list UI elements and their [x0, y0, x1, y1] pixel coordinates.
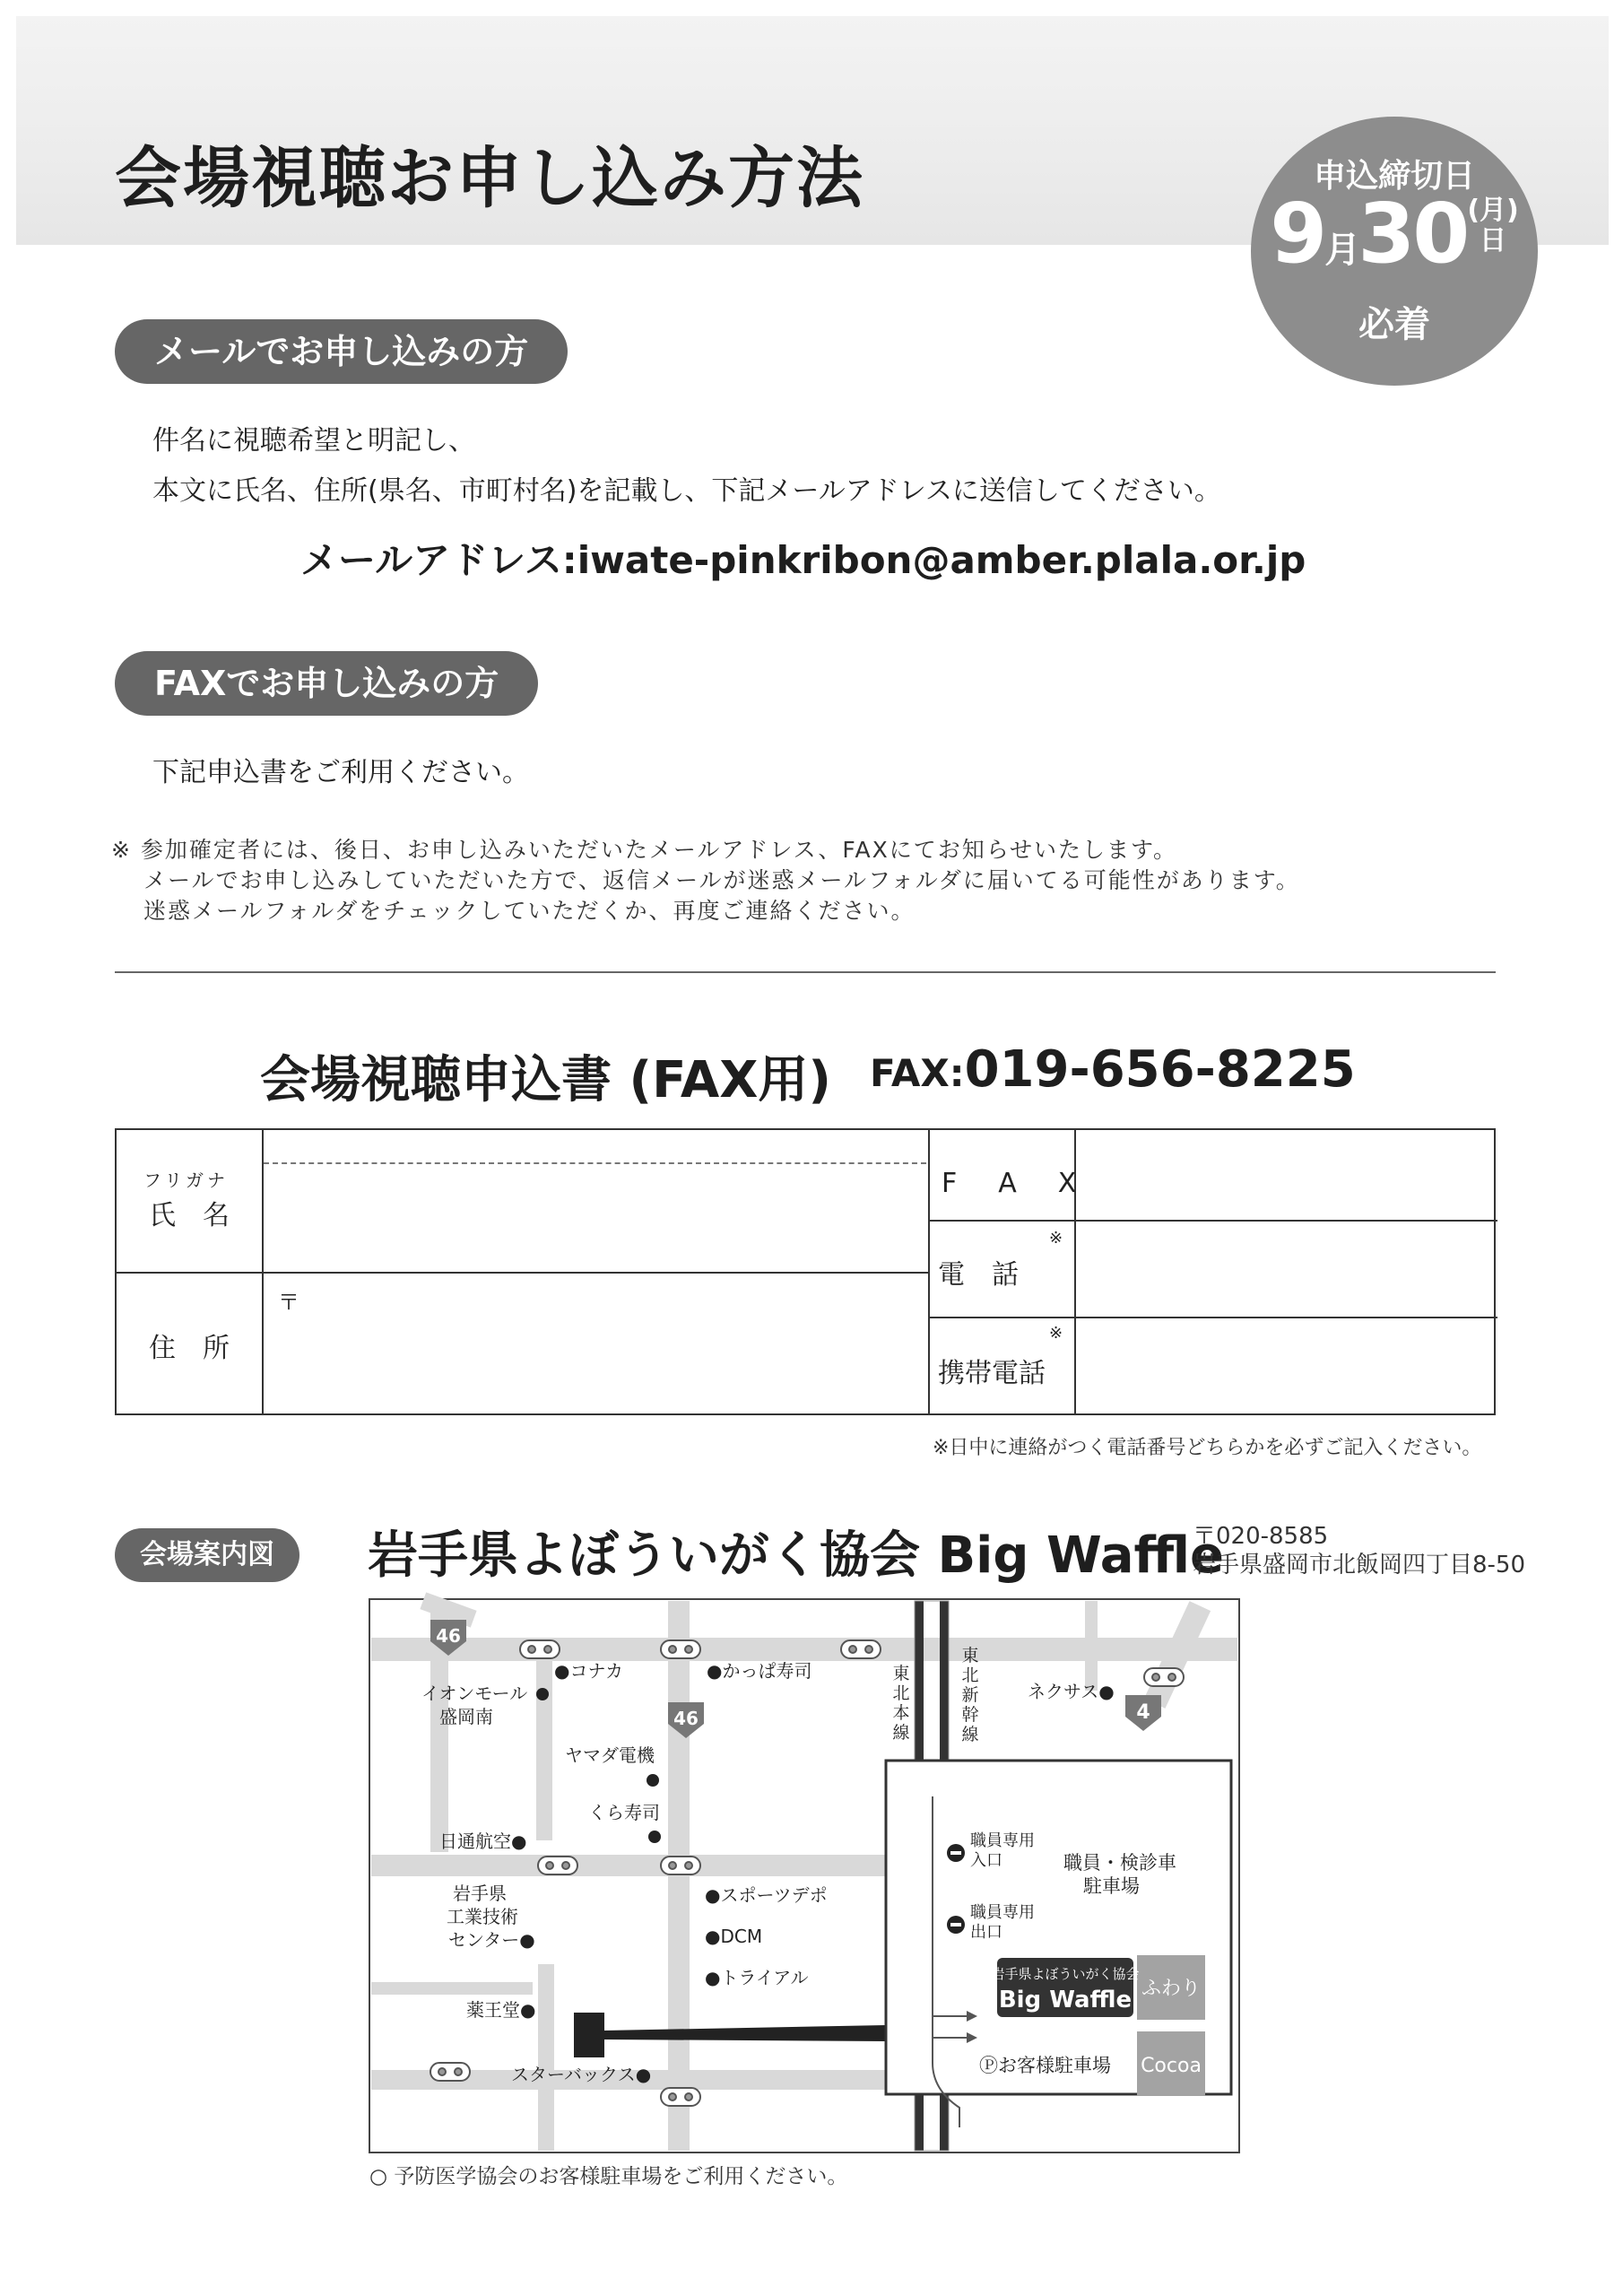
svg-text:北: 北 — [961, 1665, 979, 1685]
landmark-nexus: ネクサス● — [1028, 1681, 1115, 1702]
svg-text:線: 線 — [961, 1725, 979, 1744]
landmark-nittsu: 日通航空● — [439, 1831, 527, 1852]
inset-cocoa: Cocoa — [1141, 2055, 1202, 2077]
staff-entrance-1: 職員専用 — [970, 1831, 1035, 1850]
svg-text:幹: 幹 — [961, 1705, 979, 1725]
landmark-aeon: イオンモール — [421, 1683, 528, 1704]
svg-text:東: 東 — [892, 1664, 910, 1683]
deadline-day: 30 — [1358, 186, 1468, 282]
svg-text:新: 新 — [961, 1685, 979, 1705]
landmark-kappa: ●かっぱ寿司 — [707, 1660, 812, 1682]
venue-postal: 〒020-8585 — [1193, 1523, 1329, 1550]
landmark-dcm: ●DCM — [705, 1926, 763, 1947]
landmark-kura: くら寿司 — [588, 1802, 660, 1823]
fax-number-label: FAX: — [870, 1051, 965, 1095]
map-note: ○ 予防医学協会のお客様駐車場をご利用ください。 — [369, 2165, 848, 2188]
fax-section-heading: FAXでお申し込みの方 — [115, 651, 538, 716]
landmark-yamada: ヤマダ電機 — [565, 1744, 655, 1766]
phone-mark: ※ — [1049, 1229, 1063, 1248]
staff-entrance-2: 入口 — [970, 1851, 1002, 1870]
form-note: ※日中に連絡がつく電話番号どちらかを必ずご記入ください。 — [933, 1437, 1482, 1459]
route-4-label: 4 — [1136, 1701, 1150, 1724]
form-title: 会場視聴申込書 (FAX用) — [260, 1051, 832, 1109]
note-line-3: 迷惑メールフォルダをチェックしていただくか、再度ご連絡ください。 — [143, 898, 916, 924]
map-section-heading: 会場案内図 — [115, 1528, 299, 1582]
email-instruction-2: 本文に氏名、住所(県名、市町村名)を記載し、下記メールアドレスに送信してください。 — [152, 475, 1221, 507]
staff-exit-1: 職員専用 — [970, 1903, 1035, 1922]
email-address[interactable]: メールアドレス:iwate-pinkribon@amber.plala.or.jp — [300, 538, 1306, 582]
postal-mark: 〒 — [278, 1290, 299, 1315]
staff-parking-1: 職員・検診車 — [1063, 1852, 1176, 1874]
mobile-mark: ※ — [1049, 1324, 1063, 1343]
email-instruction-1: 件名に視聴希望と明記し、 — [152, 425, 475, 457]
deadline-month: 9 — [1270, 186, 1325, 282]
venue-street: 岩手県盛岡市北飯岡四丁目8-50 — [1193, 1552, 1526, 1578]
svg-text:本: 本 — [892, 1703, 910, 1723]
landmark-iwate-3: センター● — [448, 1929, 535, 1951]
name-label: 氏 名 — [149, 1200, 230, 1231]
landmark-aeon-2: 盛岡南 — [439, 1706, 493, 1727]
staff-exit-2: 出口 — [970, 1923, 1002, 1942]
inset-fuwari: ふわり — [1141, 1978, 1202, 2000]
deadline-month-unit: 月 — [1324, 230, 1358, 271]
deadline-arrival: 必着 — [1358, 304, 1430, 345]
landmark-trial: ●トライアル — [705, 1967, 809, 1988]
note-line-1: ※ 参加確定者には、後日、お申し込みいただいたメールアドレス、FAXにてお知らせいたします。 — [111, 837, 1177, 863]
address-label: 住 所 — [149, 1333, 230, 1364]
venue-name: 岩手県よぼういがく協会 Big Waffle — [368, 1526, 1225, 1585]
svg-text:線: 線 — [892, 1723, 910, 1743]
landmark-sports: ●スポーツデポ — [705, 1884, 828, 1906]
page-title: 会場視聴お申し込み方法 — [115, 140, 864, 217]
inset-venue-small: 岩手県よぼういがく協会 — [991, 1966, 1140, 1982]
inset-venue-name: Big Waffle — [998, 1987, 1133, 2013]
landmark-iwate-1: 岩手県 — [453, 1883, 507, 1904]
svg-text:北: 北 — [892, 1683, 910, 1703]
deadline-weekday-text: (月) — [1467, 195, 1519, 226]
staff-parking-2: 駐車場 — [1083, 1875, 1140, 1897]
phone-label: 電 話 — [938, 1259, 1019, 1291]
mobile-label: 携帯電話 — [938, 1358, 1046, 1389]
landmark-yakuodo: 薬王堂● — [466, 1999, 536, 2021]
email-section-heading: メールでお申し込みの方 — [115, 319, 568, 384]
guest-parking: Ⓟお客様駐車場 — [979, 2055, 1111, 2076]
route-46-label-2: 46 — [673, 1708, 699, 1729]
fax-field-label: F A X — [942, 1168, 1084, 1199]
deadline-day-unit: 日 — [1480, 225, 1507, 257]
fax-number: 019-656-8225 — [964, 1040, 1356, 1099]
landmark-konaka: ●コナカ — [554, 1660, 624, 1682]
svg-text:東: 東 — [961, 1646, 979, 1665]
landmark-iwate-2: 工業技術 — [447, 1906, 518, 1927]
route-46-label: 46 — [436, 1625, 461, 1647]
landmark-starbucks: スターバックス● — [511, 2064, 652, 2085]
deadline-label: 申込締切日 — [1313, 158, 1475, 195]
fax-instruction: 下記申込書をご利用ください。 — [152, 757, 529, 788]
note-line-2: メールでお申し込みしていただいた方で、返信メールが迷惑メールフォルダに届いてる可能性があります。 — [143, 867, 1300, 893]
furigana-label: フリガナ — [143, 1170, 229, 1191]
